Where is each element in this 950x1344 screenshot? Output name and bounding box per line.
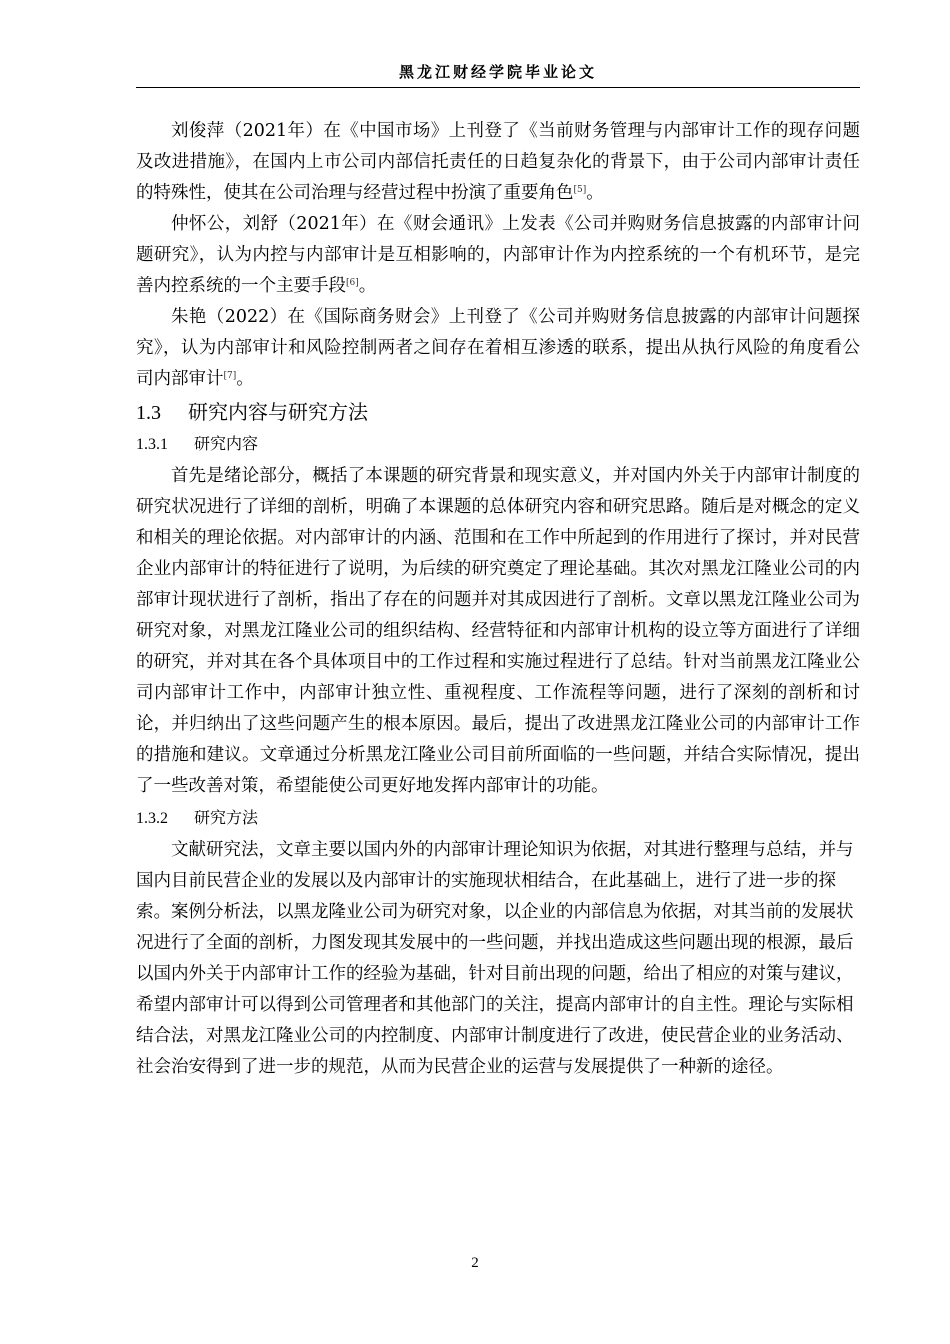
body-paragraph bbox=[136, 302, 860, 395]
subsection-heading bbox=[136, 428, 860, 461]
subsection-title: 研究内容 bbox=[194, 434, 259, 453]
body-paragraph: 文献研究法，文章主要以国内外的内部审计理论知识为依据，对其进行整理与总结，并与国内目前民营企业的发展以及内部审计的实施现状相结合，在此基础上，进行了进一步的探索。案例分析法，以黑龙隆业公司为研究对象，以企业的内部信息为依据，对其当前的发展状况进行了全面的剖析，力图发现其发展中的一些问题，并找出造成这些问题出现的根源，最后以国内外关于内部审计工作的经验为基础，针对目前出现的问题，给出了相应的对策与建议，希望内部审计可以得到公司管理者和其他部门的关注，提高内部审计的自主性。理论与实际相结合法，对黑龙江隆业公司的内控制度、内部审计制度进行了改进，使民营企业的业务活动、社会治安得到了进一步的规范，从而为民营企业的运营与发展提供了一种新的途径。 bbox=[136, 840, 854, 1077]
paragraph-text: 朱艳（2022）在《国际商务财会》上刊登了《公司并购财务信息披露的内部审计问题探究》，认为内部审计和风险控制两者之间存在着相互渗透的联系，提出从执行风险的角度看公司内部审计 bbox=[136, 307, 860, 389]
section-heading bbox=[136, 397, 860, 428]
section-title: 研究内容与研究方法 bbox=[188, 400, 368, 424]
paragraph-end: 。 bbox=[358, 276, 377, 296]
document-body bbox=[136, 116, 860, 1083]
body-paragraph bbox=[136, 116, 860, 209]
subsection-title: 研究方法 bbox=[194, 808, 259, 827]
citation-marker: [6] bbox=[346, 278, 359, 288]
paragraph-end: 。 bbox=[236, 369, 254, 389]
header-title: 黑龙江财经学院毕业论文 bbox=[398, 63, 597, 81]
page-header bbox=[136, 58, 860, 88]
citation-marker: [5] bbox=[573, 185, 587, 195]
section-number: 1.3 bbox=[136, 402, 161, 424]
subsection-heading bbox=[136, 802, 860, 835]
subsection-number: 1.3.1 bbox=[136, 436, 168, 453]
citation-marker: [7] bbox=[223, 371, 237, 381]
paragraph-end: 。 bbox=[586, 183, 604, 203]
page-number: 2 bbox=[471, 1255, 479, 1271]
body-paragraph bbox=[136, 209, 860, 302]
subsection-number: 1.3.2 bbox=[136, 810, 168, 827]
paragraph-text: 仲怀公，刘舒（2021年）在《财会通讯》上发表《公司并购财务信息披露的内部审计问题研究》，认为内控与内部审计是互相影响的，内部审计作为内控系统的一个有机环节，是完善内控系统的一个主要手段 bbox=[136, 214, 860, 296]
body-paragraph: 首先是绪论部分，概括了本课题的研究背景和现实意义，并对国内外关于内部审计制度的研究状况进行了详细的剖析，明确了本课题的总体研究内容和研究思路。随后是对概念的定义和相关的理论依据。对内部审计的内涵、范围和在工作中所起到的作用进行了探讨，并对民营企业内部审计的特征进行了说明，为后续的研究奠定了理论基础。其次对黑龙江隆业公司的内部审计现状进行了剖析，指出了存在的问题并对其成因进行了剖析。文章以黑龙江隆业公司为研究对象，对黑龙江隆业公司的组织结构、经营特征和内部审计机构的设立等方面进行了详细的研究，并对其在各个具体项目中的工作过程和实施过程进行了总结。针对当前黑龙江隆业公司内部审计工作中，内部审计独立性、重视程度、工作流程等问题，进行了深刻的剖析和讨论，并归纳出了这些问题产生的根本原因。最后，提出了改进黑龙江隆业公司的内部审计工作的措施和建议。文章通过分析黑龙江隆业公司目前所面临的一些问题，并结合实际情况，提出了一些改善对策，希望能使公司更好地发挥内部审计的功能。 bbox=[136, 466, 860, 796]
paragraph-text: 刘俊萍（2021年）在《中国市场》上刊登了《当前财务管理与内部审计工作的现存问题及改进措施》，在国内上市公司内部信托责任的日趋复杂化的背景下，由于公司内部审计责任的特殊性，使其在公司治理与经营过程中扮演了重要角色 bbox=[136, 121, 860, 203]
